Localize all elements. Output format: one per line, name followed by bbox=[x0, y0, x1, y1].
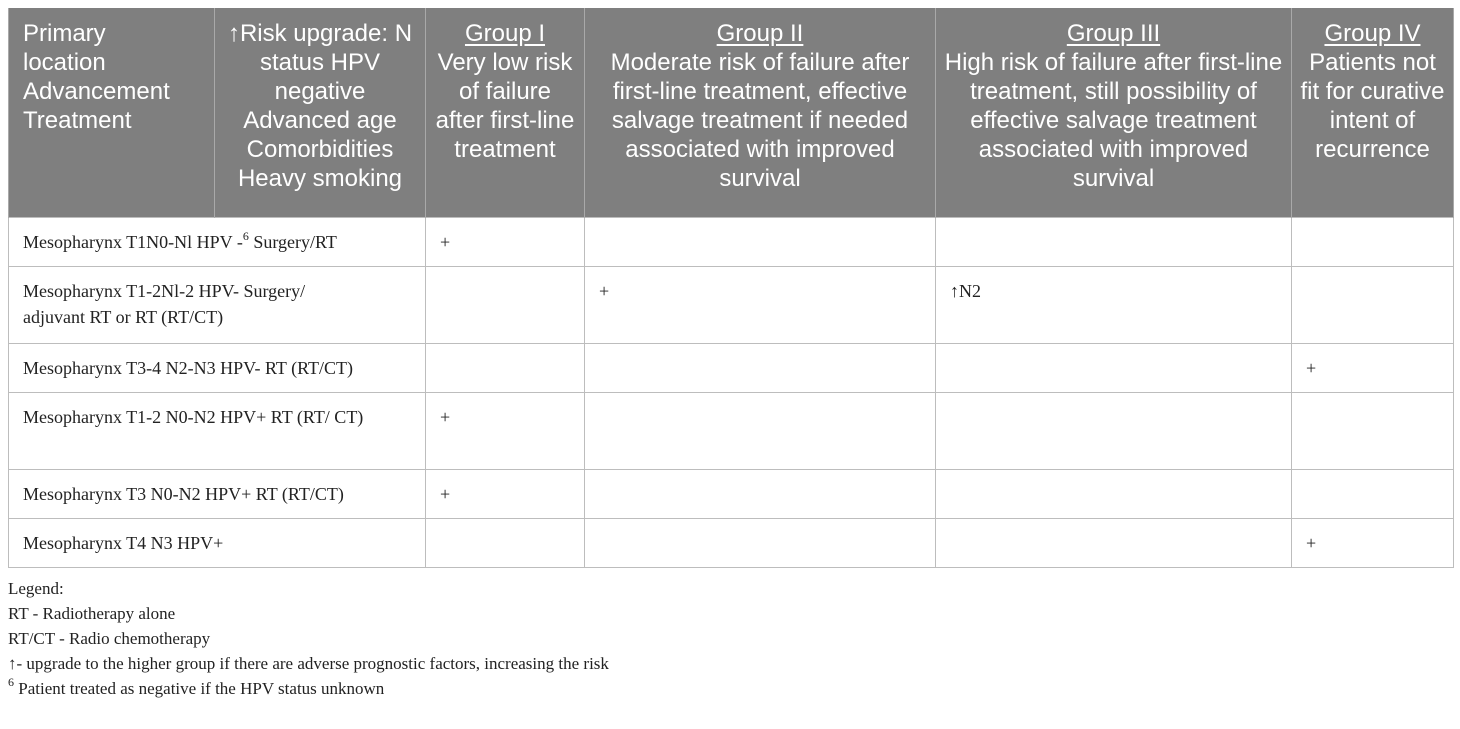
group-4-cell: + bbox=[1292, 344, 1454, 393]
location-cell bbox=[9, 267, 426, 344]
table-row bbox=[9, 519, 1454, 568]
table-row bbox=[9, 393, 1454, 470]
header-row bbox=[9, 8, 1454, 218]
group-2-cell bbox=[585, 393, 936, 470]
group-4-cell bbox=[1292, 218, 1454, 267]
footnote-text: Patient treated as negative if the HPV status unknown bbox=[14, 679, 385, 698]
location-cell bbox=[9, 470, 426, 519]
legend-title: Legend: bbox=[8, 579, 64, 598]
group-4-cell: + bbox=[1292, 519, 1454, 568]
location-cell bbox=[9, 218, 426, 267]
header-risk-upgrade: ↑Risk upgrade: N status HPV negative Advanced age Comorbidities Heavy smoking bbox=[215, 8, 426, 218]
group-2-cell: + bbox=[585, 267, 936, 344]
group-2-cell bbox=[585, 519, 936, 568]
location-text: Mesopharynx T1N0-Nl HPV - bbox=[23, 232, 243, 252]
group-4-cell bbox=[1292, 393, 1454, 470]
table-row bbox=[9, 470, 1454, 519]
group-4-description: Patients not fit for curative intent of recurrence bbox=[1300, 49, 1445, 163]
group-2-cell bbox=[585, 470, 936, 519]
group-4-cell bbox=[1292, 267, 1454, 344]
location-text: Mesopharynx T3 N0-N2 HPV+ RT (RT/CT) bbox=[23, 484, 344, 504]
group-1-cell: + bbox=[426, 393, 585, 470]
location-cell bbox=[9, 519, 426, 568]
group-1-title: Group I bbox=[464, 20, 546, 47]
group-2-description: Moderate risk of failure after first-line treatment, effective salvage treatment if needed associated with improved survival bbox=[610, 49, 910, 192]
legend-footnote bbox=[8, 676, 1453, 701]
table-row bbox=[9, 218, 1454, 267]
footnote-mark: 6 bbox=[8, 675, 14, 690]
location-text: Mesopharynx T3-4 N2-N3 HPV- RT (RT/CT) bbox=[23, 358, 353, 378]
group-1-cell: + bbox=[426, 218, 585, 267]
location-text-suffix: Surgery/RT bbox=[248, 232, 337, 252]
group-1-cell bbox=[426, 519, 585, 568]
group-3-cell: ↑N2 bbox=[936, 267, 1292, 344]
header-group-2 bbox=[585, 8, 936, 218]
group-3-cell bbox=[936, 519, 1292, 568]
group-3-title: Group III bbox=[1066, 20, 1161, 47]
group-3-cell bbox=[936, 470, 1292, 519]
group-2-cell bbox=[585, 344, 936, 393]
header-group-1 bbox=[426, 8, 585, 218]
table-row bbox=[9, 267, 1454, 344]
group-1-cell: + bbox=[426, 470, 585, 519]
footnote-ref: 6 bbox=[242, 229, 249, 243]
table-row bbox=[9, 344, 1454, 393]
group-4-title: Group IV bbox=[1324, 20, 1421, 47]
table-container bbox=[8, 8, 1453, 701]
legend-rtct: RT/CT - Radio chemotherapy bbox=[8, 629, 211, 648]
header-group-4 bbox=[1292, 8, 1454, 218]
risk-group-table bbox=[8, 8, 1454, 568]
group-3-cell bbox=[936, 393, 1292, 470]
location-text: Mesopharynx T1-2Nl-2 HPV- Surgery/ adjuvant RT or RT (RT/CT) bbox=[23, 281, 306, 327]
legend-upgrade: ↑- upgrade to the higher group if there are adverse prognostic factors, increasing the risk bbox=[8, 654, 609, 673]
group-1-description: Very low risk of failure after first-line treatment bbox=[435, 49, 575, 163]
header-group-3 bbox=[936, 8, 1292, 218]
group-2-title: Group II bbox=[716, 20, 804, 47]
location-cell bbox=[9, 393, 426, 470]
header-location: Primary location Advancement Treatment bbox=[9, 8, 215, 218]
group-3-cell bbox=[936, 344, 1292, 393]
legend bbox=[8, 576, 1453, 701]
group-1-cell bbox=[426, 344, 585, 393]
location-text: Mesopharynx T4 N3 HPV+ bbox=[23, 533, 224, 553]
group-2-cell bbox=[585, 218, 936, 267]
group-3-cell bbox=[936, 218, 1292, 267]
legend-rt: RT - Radiotherapy alone bbox=[8, 604, 176, 623]
group-3-description: High risk of failure after first-line treatment, still possibility of effective salvage treatment associated with improved survival bbox=[944, 49, 1283, 192]
location-text: Mesopharynx T1-2 N0-N2 HPV+ RT (RT/ CT) bbox=[23, 407, 364, 427]
group-4-cell bbox=[1292, 470, 1454, 519]
location-cell bbox=[9, 344, 426, 393]
group-1-cell bbox=[426, 267, 585, 344]
